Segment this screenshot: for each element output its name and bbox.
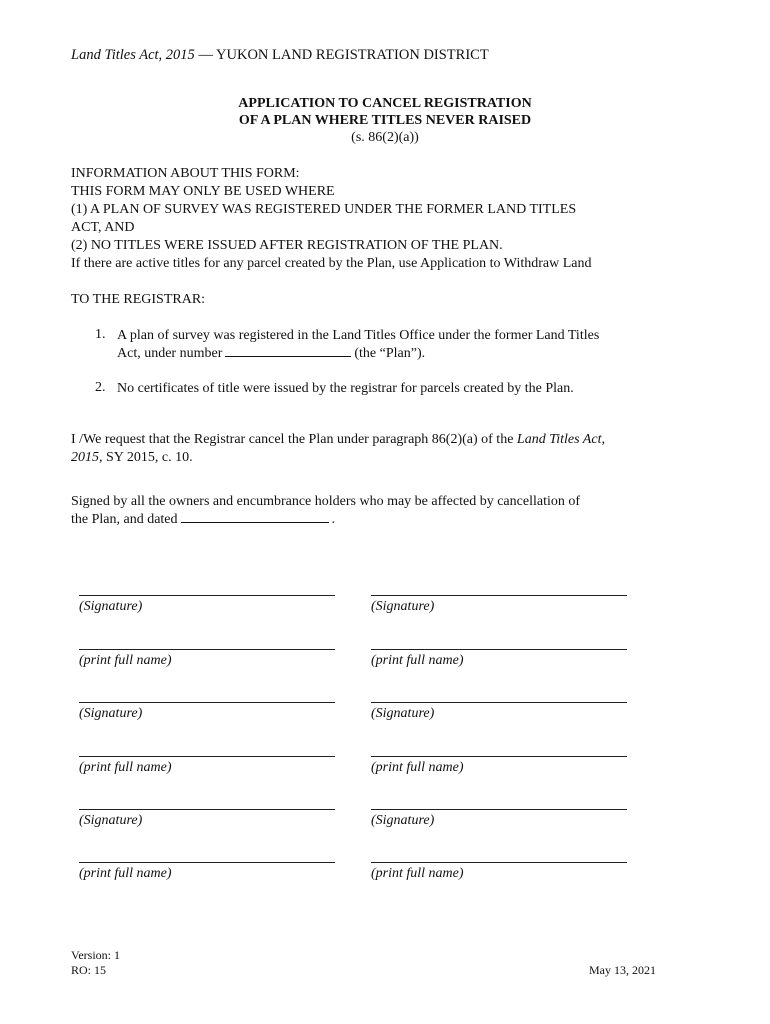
- signature-label: (Signature): [79, 706, 143, 721]
- info-line: THIS FORM MAY ONLY BE USED WHERE: [71, 184, 335, 199]
- district-name: — YUKON LAND REGISTRATION DISTRICT: [198, 47, 489, 63]
- to-registrar: TO THE REGISTRAR:: [71, 292, 206, 307]
- item-text: (the “Plan”).: [354, 346, 426, 361]
- item-text: Act, under number: [117, 346, 223, 361]
- print-name-label: (print full name): [371, 653, 464, 668]
- info-line: ACT, AND: [71, 220, 135, 235]
- form-title-line2: OF A PLAN WHERE TITLES NEVER RAISED: [238, 113, 532, 128]
- signature-line[interactable]: [79, 809, 335, 810]
- print-name-label: (print full name): [79, 866, 172, 881]
- info-heading: INFORMATION ABOUT THIS FORM:: [71, 166, 300, 181]
- print-name-label: (print full name): [371, 760, 464, 775]
- signature-line[interactable]: [79, 702, 335, 703]
- signed-text: the Plan, and dated: [71, 512, 178, 527]
- form-title-line1: APPLICATION TO CANCEL REGISTRATION: [238, 96, 532, 111]
- request-act: Land Titles Act,: [516, 432, 605, 447]
- item-text: A plan of survey was registered in the Land Titles Office under the former Land Titles: [117, 328, 600, 343]
- footer-ro: RO: 15: [71, 963, 107, 977]
- form-title-section: (s. 86(2)(a)): [351, 130, 419, 145]
- item-text-line2: [117, 345, 425, 363]
- footer-date: May 13, 2021: [589, 963, 656, 977]
- signature-label: (Signature): [371, 706, 435, 721]
- print-name-line[interactable]: [371, 649, 627, 650]
- request-year: 2015,: [71, 450, 103, 465]
- print-name-label: (print full name): [79, 653, 172, 668]
- print-name-label: (print full name): [371, 866, 464, 881]
- item-number: 2.: [95, 380, 106, 395]
- info-line: (1) A PLAN OF SURVEY WAS REGISTERED UNDER THE FORMER LAND TITLES: [71, 202, 577, 217]
- signed-statement: Signed by all the owners and encumbrance holders who may be affected by cancellation of: [71, 494, 581, 509]
- print-name-line[interactable]: [371, 862, 627, 863]
- signature-label: (Signature): [79, 599, 143, 614]
- signature-line[interactable]: [371, 702, 627, 703]
- signature-label: (Signature): [79, 813, 143, 828]
- signed-line2: [71, 511, 335, 529]
- act-name: Land Titles Act, 2015: [71, 47, 195, 63]
- print-name-line[interactable]: [79, 756, 335, 757]
- item-number: 1.: [95, 327, 106, 342]
- print-name-line[interactable]: [79, 649, 335, 650]
- print-name-line[interactable]: [79, 862, 335, 863]
- signature-line[interactable]: [371, 809, 627, 810]
- footer-version: Version: 1: [71, 948, 120, 962]
- signature-label: (Signature): [371, 599, 435, 614]
- request-text: I /We request that the Registrar cancel the Plan under paragraph 86(2)(a) of the: [71, 432, 514, 447]
- signed-text: .: [331, 512, 336, 527]
- request-line2: [71, 449, 193, 467]
- item-text: No certificates of title were issued by the registrar for parcels created by the Plan.: [117, 381, 574, 396]
- info-line: If there are active titles for any parcel created by the Plan, use Application to Withdraw Land: [71, 256, 592, 271]
- signature-line[interactable]: [371, 595, 627, 596]
- form-header: [71, 47, 489, 64]
- request-line1: [71, 431, 605, 449]
- signature-label: (Signature): [371, 813, 435, 828]
- info-line: (2) NO TITLES WERE ISSUED AFTER REGISTRATION OF THE PLAN.: [71, 238, 503, 253]
- print-name-line[interactable]: [371, 756, 627, 757]
- print-name-label: (print full name): [79, 760, 172, 775]
- date-field[interactable]: [181, 521, 329, 523]
- plan-number-field[interactable]: [225, 355, 351, 357]
- request-citation: SY 2015, c. 10.: [106, 450, 193, 465]
- signature-line[interactable]: [79, 595, 335, 596]
